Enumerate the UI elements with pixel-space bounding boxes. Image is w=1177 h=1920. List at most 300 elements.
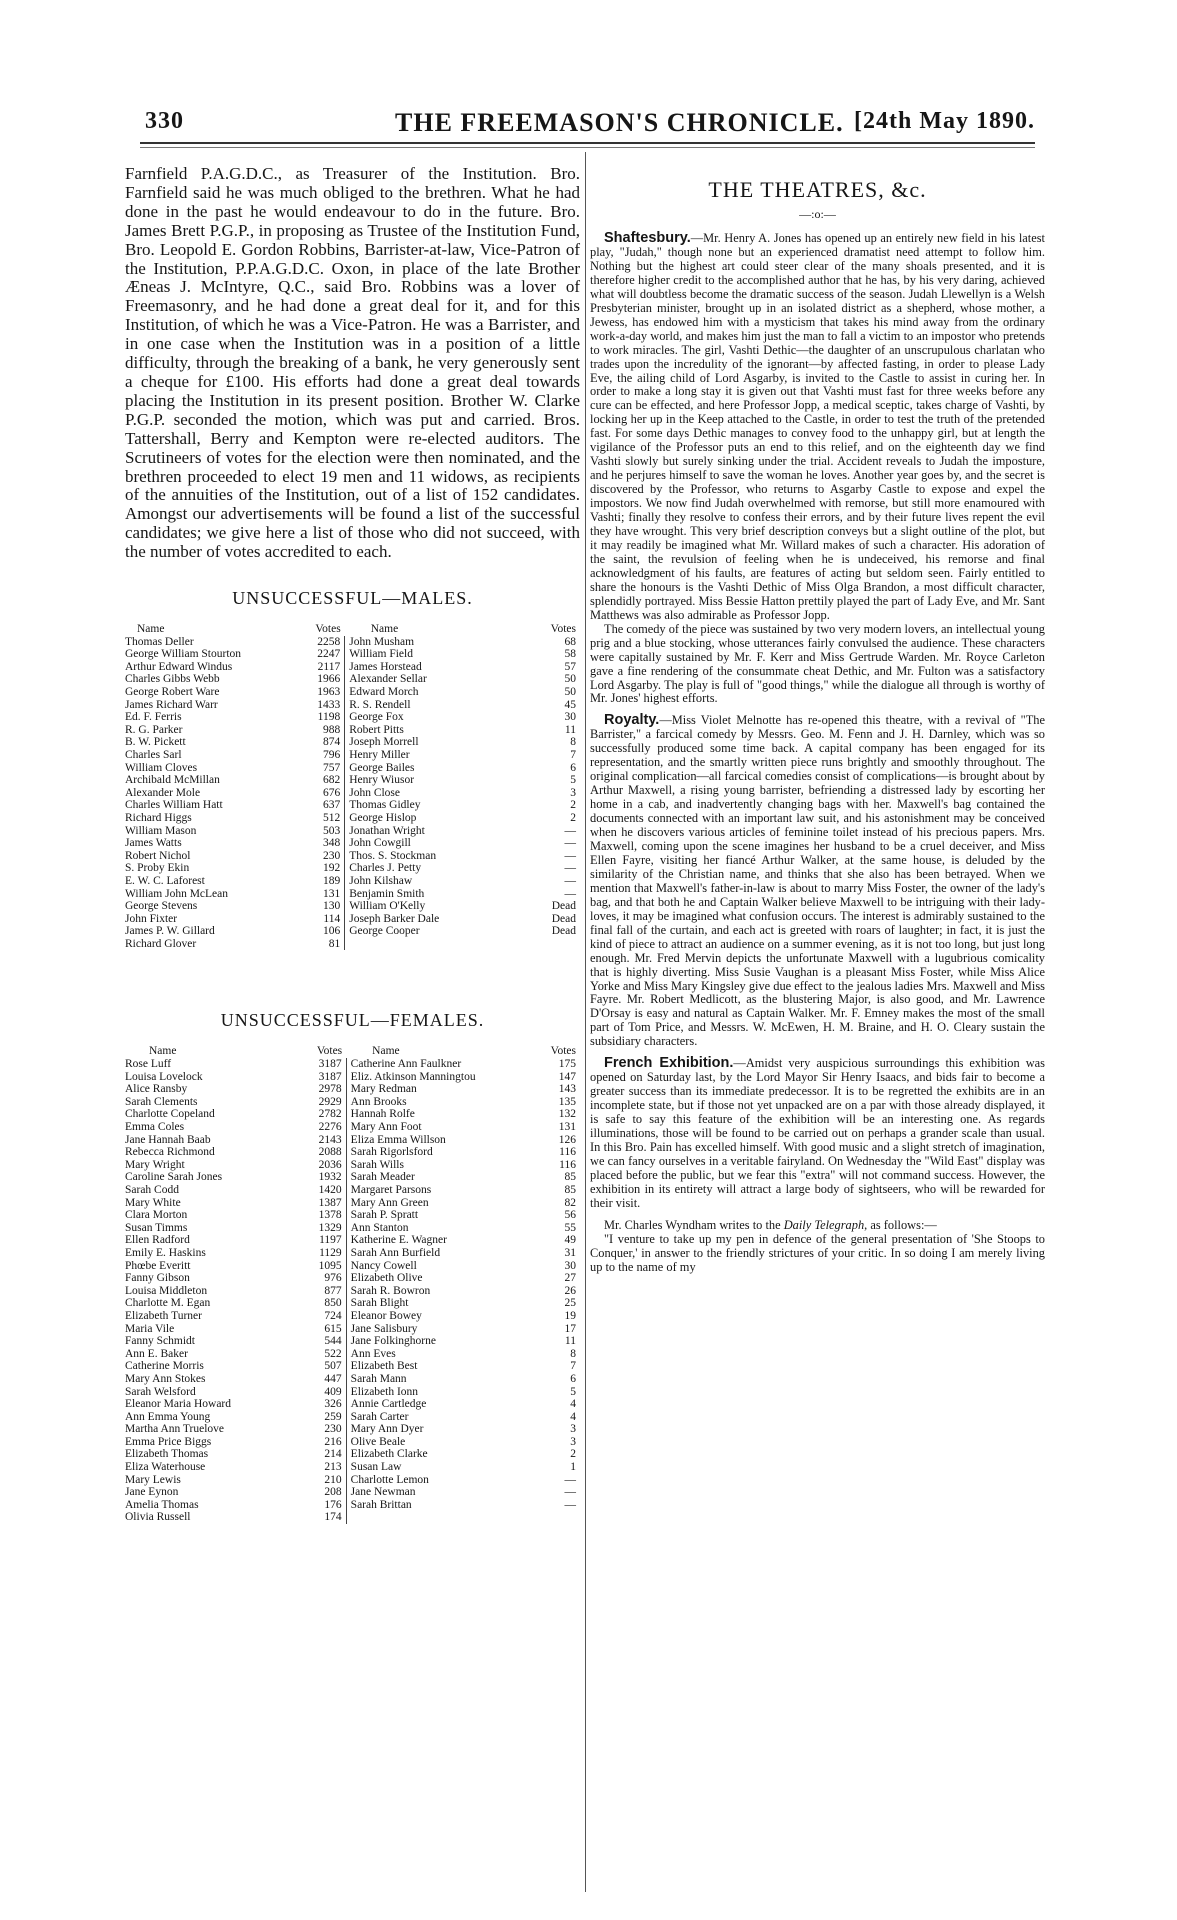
candidate-name: Eleanor Maria Howard [125, 1398, 232, 1411]
table-row [125, 1209, 580, 1222]
col-votes: Votes [550, 623, 576, 636]
french-exhibition-review: French Exhibition.—Amidst very auspicious surroundings this exhibition was opened on Saturday last, by the Lord Mayor Sir Henry Isaacs, and bids fair to become a greater success than its immediate predecessor. It is to be regretted the exhibits are in an incomplete state, but if those not yet unpacked are on a par with those already displayed, it is safe to say this feature of the exhibition will be an interesting one. As regards illuminations, those will be found to be carried out on perhaps a grander scale than usual. In this Bro. Pain has excelled himself. With good music and a slight stretch of imagination, we can fancy ourselves in a veritable fairyland. On Wednesday the "Wild East" display was placed before the public, but we fear this "extra" will not command success. However, the exhibition in its entirety will attract a large body of sightseers, who will be rewarded for their visit. [590, 1055, 1045, 1210]
table-row [125, 825, 580, 838]
candidate-name: James P. W. Gillard [125, 925, 215, 938]
candidate-name: Mary Lewis [125, 1473, 181, 1486]
candidate-votes: 2978 [289, 1083, 346, 1096]
candidate-name: Henry Wiusor [349, 774, 415, 787]
candidate-name: Amelia Thomas [125, 1498, 199, 1511]
females-votes-table [125, 1045, 580, 1524]
table-row [125, 1171, 580, 1184]
candidate-name: Sarah Clements [125, 1095, 198, 1108]
candidate-name: Phœbe Everitt [125, 1259, 191, 1272]
page-number: 330 [145, 108, 184, 134]
candidate-name: Jane Newman [350, 1486, 416, 1499]
candidate-votes: 210 [289, 1474, 346, 1487]
table-row [125, 1058, 580, 1071]
candidate-name: Elizabeth Thomas [125, 1448, 209, 1461]
candidate-name: Mary Wright [125, 1158, 185, 1171]
candidate-votes: 147 [558, 1070, 576, 1083]
candidate-votes: 1129 [289, 1247, 346, 1260]
col-name: Name [372, 1045, 400, 1058]
candidate-name: B. W. Pickett [125, 736, 186, 749]
table-row [125, 749, 580, 762]
candidate-votes: 2036 [289, 1159, 346, 1172]
candidate-votes: 85 [564, 1184, 576, 1196]
candidate-name: Elizabeth Best [350, 1360, 418, 1373]
candidate-name: Sarah P. Spratt [350, 1209, 419, 1222]
candidate-votes: 82 [564, 1196, 576, 1209]
candidate-votes: 2247 [285, 648, 345, 661]
candidate-name: Susan Law [350, 1461, 402, 1474]
table-row [125, 1146, 580, 1159]
table-row [125, 762, 580, 775]
candidate-votes: 230 [285, 850, 345, 863]
candidate-votes: 56 [564, 1209, 576, 1222]
table-row [125, 925, 580, 938]
candidate-votes: 724 [289, 1310, 346, 1323]
table-row [125, 1511, 580, 1524]
candidate-name: Jonathan Wright [349, 824, 425, 837]
candidate-votes: — [564, 1473, 576, 1486]
table-row [125, 686, 580, 699]
candidate-name: Martha Ann Truelove [125, 1423, 225, 1436]
candidate-votes: 30 [564, 1259, 576, 1272]
table-row [125, 699, 580, 712]
candidate-votes: 3 [570, 786, 576, 799]
wyndham-letter: "I venture to take up my pen in defence of the general presentation of 'She Stoops to Conquer,' in answer to the friendly strictures of your critic. In so doing I am merely living up to the name of my [590, 1231, 1045, 1274]
candidate-name: Nancy Cowell [350, 1259, 417, 1272]
table-row [125, 1260, 580, 1273]
candidate-name: Mary Redman [350, 1083, 417, 1096]
candidate-votes: 135 [558, 1095, 576, 1108]
candidate-votes: 31 [564, 1246, 576, 1259]
candidate-name: Emily E. Haskins [125, 1246, 206, 1259]
wyndham-intro: Mr. Charles Wyndham writes to the Daily Telegraph, as follows:— [604, 1217, 937, 1232]
candidate-name: Olive Beale [350, 1435, 406, 1448]
candidate-name: James Horstead [349, 660, 422, 673]
page-header [145, 108, 1035, 140]
candidate-name: Clara Morton [125, 1209, 188, 1222]
candidate-votes: 1963 [285, 686, 345, 699]
candidate-votes: 130 [285, 900, 345, 913]
candidate-name: John Fixter [125, 912, 178, 925]
candidate-name: Mary Ann Stokes [125, 1372, 206, 1385]
candidate-name: Ann Stanton [350, 1221, 409, 1234]
candidate-name: S. Proby Ekin [125, 862, 190, 875]
table-row [125, 1197, 580, 1210]
candidate-name: Ann Emma Young [125, 1410, 211, 1423]
candidate-votes: 2117 [285, 661, 345, 674]
candidate-name: Hannah Rolfe [350, 1108, 415, 1121]
candidate-name: Benjamin Smith [349, 887, 425, 900]
candidate-votes: 30 [564, 711, 576, 724]
table-row [125, 850, 580, 863]
candidate-name: George Stevens [125, 900, 198, 913]
left-column [125, 165, 580, 1524]
candidate-votes: 409 [289, 1386, 346, 1399]
candidate-votes: 2929 [289, 1096, 346, 1109]
candidate-name: Robert Nichol [125, 849, 191, 862]
candidate-name: Elizabeth Ionn [350, 1385, 419, 1398]
table-row [125, 1348, 580, 1361]
candidate-votes: 3187 [289, 1071, 346, 1084]
table-row [125, 661, 580, 674]
candidate-votes: — [564, 874, 576, 887]
candidate-name: Mary Ann Dyer [350, 1423, 424, 1436]
candidate-name: Charles William Hatt [125, 799, 223, 812]
candidate-votes: 11 [564, 1335, 576, 1348]
candidate-votes [534, 1511, 580, 1524]
table-row [125, 862, 580, 875]
candidate-name: Ann E. Baker [125, 1347, 188, 1360]
table-row [125, 1083, 580, 1096]
table-row [125, 1310, 580, 1323]
candidate-name [345, 938, 531, 951]
table-row [125, 913, 580, 926]
shaftesbury-review-cont: The comedy of the piece was sustained by two very modern lovers, an intellectual young prig and a blue stocking, whose utterances fairly convulsed the audience. These characters were capitally sustained by Mr. F. Kerr and Miss Gertrude Warden. Mr. Royce Carleton gave a fine rendering of the consummate cheat Dethic, and Mr. Fulton was a satisfactory Lord Asgarby. The play is full of "good things," while the dialogue all through is worthy of Mr. Jones' highest efforts. [590, 621, 1045, 706]
candidate-name: Sarah Rigorlsford [350, 1146, 433, 1159]
candidate-name: Fanny Schmidt [125, 1335, 195, 1348]
candidate-votes: 2143 [289, 1134, 346, 1147]
candidate-name: Mary Ann Green [350, 1196, 429, 1209]
candidate-votes: 326 [289, 1398, 346, 1411]
candidate-name: Elizabeth Olive [350, 1272, 423, 1285]
candidate-votes: 8 [570, 1347, 576, 1360]
candidate-name: Charlotte M. Egan [125, 1297, 211, 1310]
candidate-votes: 26 [564, 1284, 576, 1297]
table-row [125, 900, 580, 913]
candidate-votes: 58 [564, 648, 576, 661]
candidate-votes: 637 [285, 799, 345, 812]
table-row [125, 1448, 580, 1461]
candidate-votes: 143 [558, 1083, 576, 1096]
candidate-votes: 5 [570, 774, 576, 787]
candidate-name: Edward Morch [349, 686, 419, 698]
col-name: Name [370, 623, 399, 636]
candidate-votes: 230 [289, 1423, 346, 1436]
table-row [125, 1234, 580, 1247]
right-column [590, 165, 1045, 1275]
candidate-name: Louisa Middleton [125, 1284, 208, 1297]
candidate-votes: — [564, 862, 576, 875]
candidate-name: Olivia Russell [125, 1511, 191, 1524]
candidate-votes: 6 [570, 761, 576, 774]
candidate-name: William Field [349, 648, 413, 661]
candidate-votes: 1197 [289, 1234, 346, 1247]
candidate-votes: 850 [289, 1297, 346, 1310]
candidate-name: Sarah Codd [125, 1184, 179, 1196]
candidate-name: Alexander Sellar [349, 673, 427, 686]
candidate-votes: 45 [564, 698, 576, 711]
candidate-votes: 2258 [285, 636, 345, 649]
table-row [125, 1297, 580, 1310]
header-rule [140, 142, 1035, 144]
candidate-name: Sarah Brittan [350, 1498, 412, 1511]
royalty-heading: Royalty. [604, 712, 660, 729]
candidate-name [346, 1511, 533, 1524]
candidate-name: Alexander Mole [125, 786, 201, 799]
candidate-votes: 7 [570, 748, 576, 761]
candidate-name: Sarah Mann [350, 1372, 407, 1385]
candidate-name: Louisa Lovelock [125, 1070, 203, 1083]
candidate-name: Charles Sarl [125, 748, 182, 761]
shaftesbury-review: Shaftesbury.—Mr. Henry A. Jones has opened up an entirely new field in his latest play, "Judah," though none but an experienced dramatist need attempt to follow him. Nothing but the highest art could steer clear of the many shoals presented, and it is therefore higher credit to the accomplished author that he has, by his very daring, achieved what will doubtless become the dramatic success of the season. Judah Llewellyn is a Welsh Presbyterian minister, brought up in an isolated district as a shepherd, whose mother, a Jewess, has endowed him with a mysticism that takes his mind away from the ordinary work-a-day world, and makes him just the man to fall a victim to an impostor who pretends to work miracles. The girl, Vashti Dethic—the daughter of an unscrupulous charlatan who trades upon the incredulity of the ignorant—by affected fasting, in order to please Lady Eve, the ailing child of Lord Asgarby, is invited to the Castle to assist in curing her. In order to make a long stay it is given out that Vashti must fast for three weeks before any cure can be effected, and here Professor Jopp, a medical sceptic, takes charge of Vashti, by locking her up in the Keep attached to the Castle, in order to test the truth of the pretended fast. For some days Dethic manages to convey food to the unhappy girl, but at length the vigilance of the Professor puts an end to this relief, and on the eighteenth day we find Vashti slowly but surely sinking under the trial. Accident reveals to Judah the imposture, and he perjures himself to save the woman he loves. Another year goes by, and the secret is discovered by the Professor, who returns to Asgarby Castle to expose and expel the impostors. We now find Judah overwhelmed with remorse, but still more enamoured with Vashti; finally they resolve to confess their errors, and by their future lives repent the evil they have wrought. This very brief description conveys but a slight outline of the plot, but it may readily be imagined what Mr. Willard makes of such a character. His adoration of the saint, the revulsion of feeling when he is undeceived, his remorse and final acknowledgment of his faults, are features of acting but seldom seen. Fairly entitled to share the honours is the Vashti Dethic of Miss Olga Brandon, a most difficult character, splendidly portrayed. Miss Bessie Hatton prettily played the part of Lady Eve, and Mr. Sant Matthews was also admirable as Professor Jopp. [590, 230, 1045, 622]
table-row [125, 1121, 580, 1134]
col-votes: Votes [315, 623, 341, 636]
table-row [125, 812, 580, 825]
candidate-name: Katherine E. Wagner [350, 1234, 447, 1247]
candidate-votes: 114 [285, 913, 345, 926]
theatres-section-title: THE THEATRES, &c. [708, 177, 927, 202]
candidate-votes: 17 [564, 1322, 576, 1335]
candidate-votes: 1 [570, 1461, 576, 1474]
candidate-votes: 1387 [289, 1197, 346, 1210]
candidate-name: Mary White [125, 1196, 181, 1209]
table-row [125, 799, 580, 812]
table-row [125, 1386, 580, 1399]
candidate-votes: 615 [289, 1323, 346, 1336]
candidate-votes: 1198 [285, 711, 345, 724]
males-list-title: UNSUCCESSFUL—MALES. [232, 588, 473, 609]
candidate-votes: 6 [570, 1372, 576, 1385]
candidate-votes: 503 [285, 825, 345, 838]
candidate-votes: 1329 [289, 1222, 346, 1235]
col-votes: Votes [316, 1045, 343, 1058]
candidate-name: Henry Miller [349, 748, 410, 761]
candidate-votes: 176 [289, 1499, 346, 1512]
candidate-votes: 8 [570, 736, 576, 749]
candidate-votes: 2 [570, 1448, 576, 1461]
candidate-votes: 2 [570, 799, 576, 812]
candidate-name: Catherine Morris [125, 1360, 204, 1373]
candidate-name: Ann Eves [350, 1347, 396, 1360]
table-row [125, 1071, 580, 1084]
candidate-votes: — [564, 849, 576, 862]
candidate-votes: Dead [551, 900, 576, 913]
table-row [125, 837, 580, 850]
candidate-votes: 4 [570, 1398, 576, 1411]
candidate-votes: Dead [551, 912, 576, 925]
header-rule-thin [140, 147, 1035, 148]
candidate-name: Charles J. Petty [349, 862, 422, 875]
candidate-name: Archibald McMillan [125, 774, 220, 787]
candidate-votes: 259 [289, 1411, 346, 1424]
candidate-votes: 11 [564, 723, 576, 736]
candidate-name: Annie Cartledge [350, 1398, 427, 1411]
candidate-name: Sarah Welsford [125, 1385, 196, 1398]
candidate-name: Robert Pitts [349, 723, 404, 736]
candidate-votes: 447 [289, 1373, 346, 1386]
males-votes-table [125, 623, 580, 950]
candidate-name: Emma Price Biggs [125, 1435, 212, 1448]
candidate-votes: 1378 [289, 1209, 346, 1222]
table-row [125, 648, 580, 661]
candidate-name: William John McLean [125, 887, 229, 900]
table-row [125, 875, 580, 888]
candidate-votes: 49 [564, 1234, 576, 1247]
candidate-name: Eleanor Bowey [350, 1309, 422, 1322]
col-name: Name [149, 1045, 177, 1058]
table-row [125, 1134, 580, 1147]
candidate-votes: — [564, 1498, 576, 1511]
candidate-name: George William Stourton [125, 648, 242, 661]
candidate-name: Eliza Waterhouse [125, 1461, 206, 1474]
candidate-votes: 4 [570, 1410, 576, 1423]
candidate-name: R. S. Rendell [349, 698, 411, 711]
candidate-name: Thos. S. Stockman [349, 849, 437, 862]
table-row [125, 1247, 580, 1260]
candidate-name: John Close [349, 786, 401, 799]
candidate-votes: 50 [564, 686, 576, 698]
table-row [125, 1360, 580, 1373]
table-row [125, 673, 580, 686]
candidate-name: Eliza Emma Willson [350, 1133, 446, 1146]
candidate-votes: 174 [289, 1511, 346, 1524]
candidate-votes: 25 [564, 1297, 576, 1310]
candidate-votes: 757 [285, 762, 345, 775]
candidate-votes: 2088 [289, 1146, 346, 1159]
table-row [125, 1323, 580, 1336]
candidate-name: Sarah Wills [350, 1158, 404, 1171]
table-row [125, 774, 580, 787]
table-row [125, 888, 580, 901]
candidate-votes: 189 [285, 875, 345, 888]
candidate-name: Charles Gibbs Webb [125, 673, 220, 686]
candidate-name: R. G. Parker [125, 723, 183, 736]
candidate-name: Charlotte Copeland [125, 1108, 215, 1121]
candidate-votes: 50 [564, 673, 576, 686]
newspaper-name: Daily Telegraph [783, 1217, 865, 1232]
candidate-votes: 131 [558, 1121, 576, 1134]
table-row [125, 787, 580, 800]
candidate-votes: 68 [564, 635, 576, 648]
candidate-votes: 507 [289, 1360, 346, 1373]
candidate-votes: 1433 [285, 699, 345, 712]
candidate-votes: 976 [289, 1272, 346, 1285]
candidate-name: John Kilshaw [349, 874, 413, 887]
table-header-row [125, 623, 580, 636]
table-row [125, 736, 580, 749]
candidate-votes: 2276 [289, 1121, 346, 1134]
col-name: Name [137, 623, 165, 636]
table-row [125, 1423, 580, 1436]
candidate-votes: 131 [285, 888, 345, 901]
candidate-name: Sarah Blight [350, 1297, 409, 1310]
candidate-name: Joseph Barker Dale [349, 912, 440, 925]
candidate-votes [531, 938, 580, 951]
candidate-votes: 208 [289, 1486, 346, 1499]
candidate-votes: — [564, 1486, 576, 1499]
candidate-name: John Musham [349, 635, 415, 648]
candidate-name: Rose Luff [125, 1058, 172, 1071]
candidate-name: George Robert Ware [125, 686, 220, 698]
candidate-votes: — [564, 887, 576, 900]
table-row [125, 1222, 580, 1235]
candidate-name: Ann Brooks [350, 1095, 407, 1108]
candidate-votes: — [564, 824, 576, 837]
table-row [125, 724, 580, 737]
column-divider [585, 152, 586, 1892]
candidate-votes: 3 [570, 1435, 576, 1448]
table-header-row [125, 1045, 580, 1058]
candidate-votes: 85 [564, 1171, 576, 1184]
candidate-name: George Cooper [349, 925, 420, 938]
candidate-votes: 19 [564, 1309, 576, 1322]
candidate-name: William Cloves [125, 761, 198, 774]
candidate-name: Elizabeth Clarke [350, 1448, 428, 1461]
table-row [125, 1335, 580, 1348]
table-row [125, 636, 580, 649]
candidate-votes: 682 [285, 774, 345, 787]
table-row [125, 1096, 580, 1109]
candidate-name: John Cowgill [349, 837, 411, 850]
candidate-name: Eliz. Atkinson Manningtou [350, 1070, 476, 1083]
candidate-votes: 874 [285, 736, 345, 749]
candidate-votes: — [564, 837, 576, 850]
table-row [125, 1461, 580, 1474]
candidate-name: Susan Timms [125, 1221, 188, 1234]
candidate-name: Joseph Morrell [349, 736, 419, 749]
candidate-votes: 2782 [289, 1108, 346, 1121]
candidate-name: Arthur Edward Windus [125, 660, 233, 673]
candidate-votes: 132 [558, 1108, 576, 1121]
candidate-name: Ed. F. Ferris [125, 711, 182, 724]
shaftesbury-heading: Shaftesbury. [604, 230, 691, 246]
candidate-name: George Fox [349, 711, 404, 724]
royalty-review: Royalty.—Miss Violet Melnotte has re-opened this theatre, with a revival of "The Barrister," a farcical comedy by Messrs. Geo. M. Fenn and J. H. Darnley, which was so successfully produced some time back. A capital company has been engaged for its representation, and the smartly written piece runs brightly and smoothly throughout. The original complication—all farcical comedies consist of complications—is brought about by Arthur Maxwell, a rising young barrister, befriending a distressed lady by escorting her home in a cab, and inadvertently changing bags with her. Maxwell's bag contained the documents connected with an important law suit, and his astonishment may be conceived when he discovers various articles of feminine toilet instead of his precious papers. Mrs. Maxwell, coming upon the scene imagines her husband to be a cruel deceiver, and Miss Ellen Fayre, visiting her fiancé Arthur Walker, at the same house, is deluded by the similarity of the Christian name, and thinks that she also has been betrayed. When we mention that Maxwell's father-in-law is about to marry Miss Foster, the owner of the lady's bag, and that both he and Captain Walker believe Maxwell to be intriguing with their lady-loves, it may be imagined what confusion occurs. The interest is admirably sustained to the final fall of the curtain, and each act is greeted with roars of laughter; in fact, it is just the kind of piece to attract an audience on a summer evening, as it is not too long, but just long enough. Mr. Fred Mervin depicts the unfortunate Maxwell with a lugubrious comicality that is highly diverting. Miss Susie Vaughan is a pleasant Miss Foster, while Miss Alice Yorke and Miss Mary Kingsley give due effect to the jealous ladies Mrs. Maxwell and Miss Fayre. Mr. Robert Medlicott, as the blustering Major, is also good, and Mr. Lawrence D'Orsay is easy and natural as Captain Walker. Mr. F. Emney makes the most of the small part of Tom Price, and Messrs. W. McEwen, H. M. Braine, and H. O. Cleary sustain the subsidiary characters. [590, 712, 1045, 1049]
table-row [125, 1398, 580, 1411]
candidate-name: Ellen Radford [125, 1234, 190, 1247]
candidate-name: George Bailes [349, 761, 415, 774]
candidate-name: Charlotte Lemon [350, 1473, 429, 1486]
candidate-votes: 192 [285, 862, 345, 875]
candidate-votes: 175 [558, 1058, 576, 1071]
table-row [125, 1436, 580, 1449]
table-row [125, 1373, 580, 1386]
candidate-votes: 2 [570, 811, 576, 824]
table-row [125, 1486, 580, 1499]
table-row [125, 1285, 580, 1298]
candidate-name: Thomas Deller [125, 635, 194, 648]
candidate-name: Jane Hannah Baab [125, 1133, 211, 1146]
table-row [125, 938, 580, 951]
table-row [125, 711, 580, 724]
candidate-name: Richard Higgs [125, 811, 192, 824]
french-exhibition-heading: French Exhibition. [604, 1055, 734, 1072]
table-row [125, 1411, 580, 1424]
col-votes: Votes [550, 1045, 576, 1058]
candidate-votes: 3187 [289, 1058, 346, 1071]
candidate-name: E. W. C. Laforest [125, 874, 205, 887]
candidate-name: James Watts [125, 837, 182, 850]
candidate-name: Thomas Gidley [349, 799, 421, 812]
table-row [125, 1159, 580, 1172]
candidate-votes: 116 [559, 1146, 576, 1159]
candidate-votes: 116 [559, 1158, 576, 1171]
candidate-name: Jane Folkinghorne [350, 1335, 436, 1348]
candidate-name: Jane Salisbury [350, 1322, 418, 1335]
candidate-votes: 27 [564, 1272, 576, 1285]
candidate-votes: 214 [289, 1448, 346, 1461]
candidate-votes: Dead [551, 925, 576, 938]
issue-date: [24th May 1890. [854, 108, 1035, 134]
candidate-votes: 55 [564, 1221, 576, 1234]
candidate-name: Alice Ransby [125, 1083, 188, 1096]
section-ornament: —:o:— [799, 207, 836, 221]
masthead-title: THE FREEMASON'S CHRONICLE. [395, 108, 844, 137]
candidate-name: Sarah Ann Burfield [350, 1246, 441, 1259]
